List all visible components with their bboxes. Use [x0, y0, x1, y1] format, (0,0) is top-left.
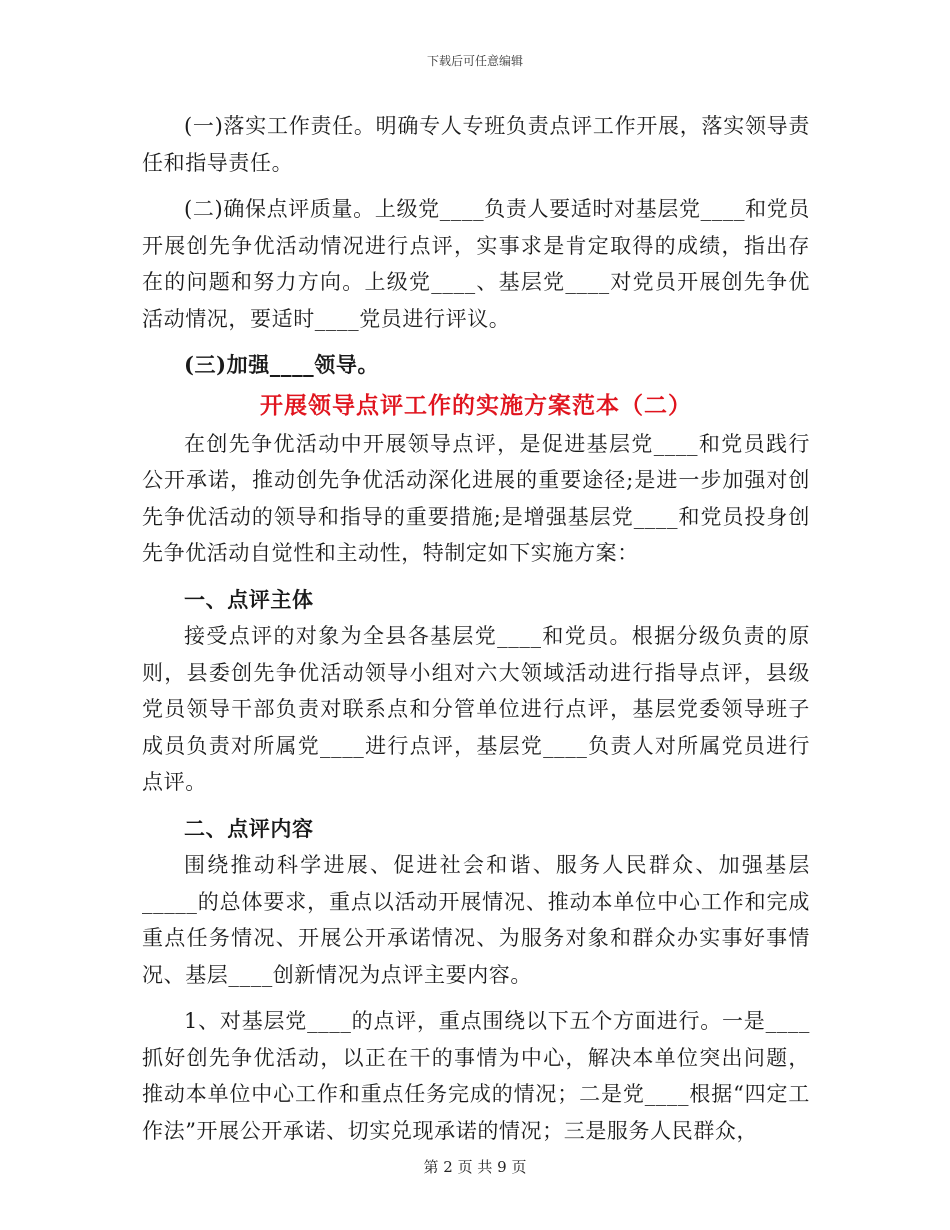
page-header: 下载后可任意编辑 — [426, 54, 523, 68]
page-footer: 第 2 页 共 9 页 — [423, 1158, 527, 1176]
paragraph-intro: 在创先争优活动中开展领导点评，是促进基层党____和党员践行公开承诺，推动创先争优活动深化进展的重要途径;是进一步加强对创先争优活动的领导和指导的重要措施;是增强基层党____和党员投身创先争优活动自觉性和主动性，特制定如下实施方案： — [142, 431, 810, 565]
paragraph-heading-1-body: 接受点评的对象为全县各基层党____和党员。根据分级负责的原则，县委创先争优活动领导小组对六大领域活动进行指导点评，县级党员领导干部负责对联系点和分管单位进行点评，基层党委领导班子成员负责对所属党____进行点评，基层党____负责人对所属党员进行点评。 — [142, 624, 810, 794]
heading-2: 二、点评内容 — [184, 815, 314, 841]
heading-1: 一、点评主体 — [184, 586, 314, 612]
document-body — [142, 108, 810, 1149]
paragraph-1: (一)落实工作责任。明确专人专班负责点评工作开展，落实领导责任和指导责任。 — [142, 114, 810, 175]
paragraph-3: (三)加强____领导。 — [184, 352, 380, 377]
paragraph-2: (二)确保点评质量。上级党____负责人要适时对基层党____和党员开展创先争优活动情况进行点评，实事求是肯定取得的成绩，指出存在的问题和努力方向。上级党____、基层党____对党员开展创先争优活动情况，要适时____党员进行评议。 — [142, 197, 810, 331]
section-title: 开展领导点评工作的实施方案范本（二） — [260, 391, 692, 419]
paragraph-item-1: 1、对基层党____的点评，重点围绕以下五个方面进行。一是____抓好创先争优活动，以正在干的事情为中心，解决本单位突出问题，推动本单位中心工作和重点任务完成的情况；二是党____根据“四定工作法”开展公开承诺、切实兑现承诺的情况；三是服务人民群众， — [142, 1009, 810, 1143]
paragraph-heading-2-body: 围绕推动科学进展、促进社会和谐、服务人民群众、加强基层_____的总体要求，重点以活动开展情况、推动本单位中心工作和完成重点任务情况、开展公开承诺情况、为服务对象和群众办实事好事情况、基层____创新情况为点评主要内容。 — [142, 853, 810, 987]
